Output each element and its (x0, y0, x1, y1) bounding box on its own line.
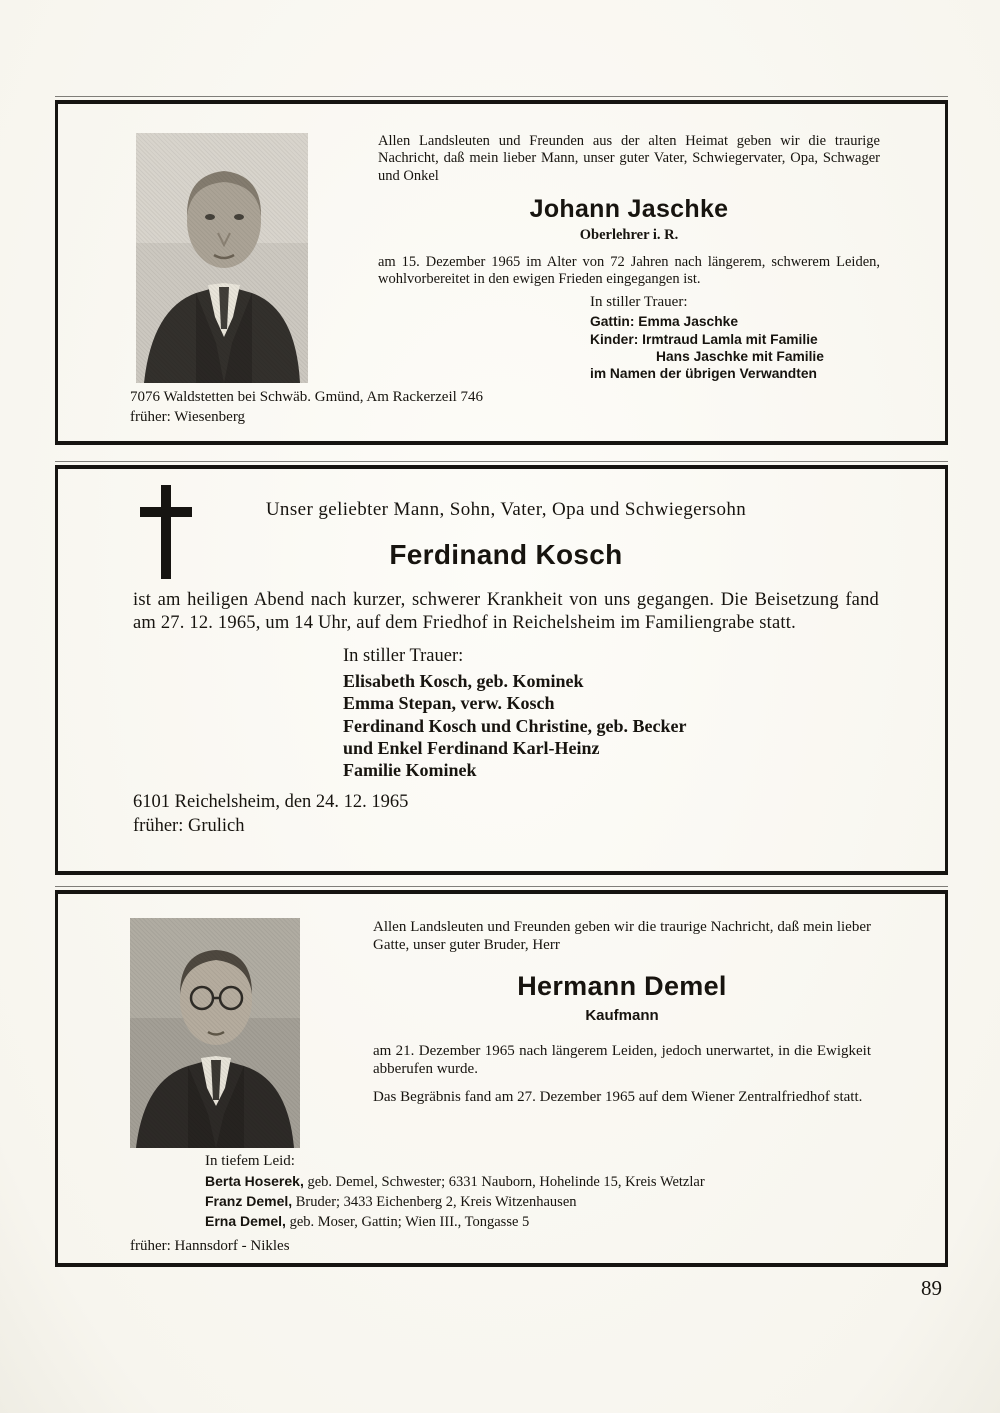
page-number: 89 (921, 1276, 942, 1300)
portrait-photo-demel (130, 918, 300, 1148)
mourner-line: Familie Kominek (343, 760, 477, 781)
death-announcement-text: am 21. Dezember 1965 nach längerem Leiden, jedoch unerwartet, in die Ewigkeit abberufen wurde. (373, 1042, 871, 1078)
intro-text: Unser geliebter Mann, Sohn, Vater, Opa und Schwiegersohn (265, 499, 747, 520)
death-announcement-text: am 15. Dezember 1965 im Alter von 72 Jahren nach längerem, schwerem Leiden, wohlvorbereitet in den ewigen Frieden eingegangen ist. (378, 253, 880, 287)
mourner-details: geb. Demel, Schwester; 6331 Nauborn, Hohelinde 15, Kreis Wetzlar (303, 1174, 705, 1190)
former-residence: früher: Wiesenberg (130, 408, 246, 425)
deceased-name: Ferdinand Kosch (389, 539, 623, 570)
mourner-line: und Enkel Ferdinand Karl-Heinz (343, 737, 600, 758)
address-line: 7076 Waldstetten bei Schwäb. Gmünd, Am Rackerzeil 746 (130, 389, 484, 405)
mourner-line: Hans Jaschke mit Familie (656, 349, 824, 365)
address-block (130, 388, 483, 427)
mourner-line: Ferdinand Kosch und Christine, geb. Becker (343, 715, 687, 736)
mourner-line (205, 1192, 945, 1212)
former-residence: früher: Grulich (133, 815, 245, 836)
mourner-name: Franz Demel, (205, 1192, 293, 1209)
mourner-line (205, 1212, 945, 1232)
obituary-notice-demel (55, 890, 948, 1267)
funeral-text: Das Begräbnis fand am 27. Dezember 1965 auf dem Wiener Zentralfriedhof statt. (373, 1089, 863, 1106)
mourner-line (205, 1172, 945, 1192)
mourners-block (343, 646, 879, 782)
portrait-illustration (136, 133, 308, 383)
mourning-label: In tiefem Leid: (205, 1153, 295, 1169)
mourners-block (590, 293, 880, 383)
mourner-line: Kinder: Irmtraud Lamla mit Familie (590, 331, 818, 347)
mourner-name: Erna Demel, (205, 1212, 286, 1229)
obituary-notice-jaschke (55, 100, 948, 445)
mourner-line: Elisabeth Kosch, geb. Kominek (343, 670, 584, 691)
mourning-label: In stiller Trauer: (343, 645, 464, 666)
intro-text: Allen Landsleuten und Freunden geben wir die traurige Nachricht, daß mein lieber Gatte, unser guter Bruder, Herr (373, 919, 871, 954)
address-line: 6101 Reichelsheim, den 24. 12. 1965 (133, 791, 409, 812)
deceased-name: Hermann Demel (517, 970, 727, 1001)
cross-icon (140, 485, 192, 584)
address-block (133, 790, 879, 838)
portrait-photo-jaschke (136, 133, 308, 383)
mourner-line: im Namen der übrigen Verwandten (590, 366, 817, 382)
mourning-label: In stiller Trauer: (590, 294, 688, 311)
deceased-title: Kaufmann (585, 1006, 659, 1024)
mourner-line: Emma Stepan, verw. Kosch (343, 693, 555, 714)
obituary-notice-kosch (55, 465, 948, 875)
intro-text: Allen Landsleuten und Freunden aus der alten Heimat geben wir die traurige Nachricht, daß mein lieber Mann, unser guter Vater, Schwiegervater, Opa, Schwager und Onkel (378, 133, 880, 184)
mourner-line: Gattin: Emma Jaschke (590, 314, 738, 330)
deceased-title: Oberlehrer i. R. (579, 227, 679, 244)
mourners-block (205, 1153, 945, 1232)
deceased-name: Johann Jaschke (529, 195, 729, 224)
mourner-details: geb. Moser, Gattin; Wien III., Tongasse 5 (285, 1213, 530, 1230)
death-announcement-text: ist am heiligen Abend nach kurzer, schwerer Krankheit von uns gegangen. Die Beisetzung fand am 27. 12. 1965, um 14 Uhr, auf dem Friedhof in Reichelsheim im Familiengrabe statt. (133, 590, 879, 634)
mourner-details: Bruder; 3433 Eichenberg 2, Kreis Witzenhausen (292, 1193, 577, 1210)
portrait-illustration (130, 918, 300, 1148)
former-residence: früher: Hannsdorf - Nikles (130, 1237, 290, 1254)
mourner-name: Berta Hoserek, (205, 1173, 304, 1189)
